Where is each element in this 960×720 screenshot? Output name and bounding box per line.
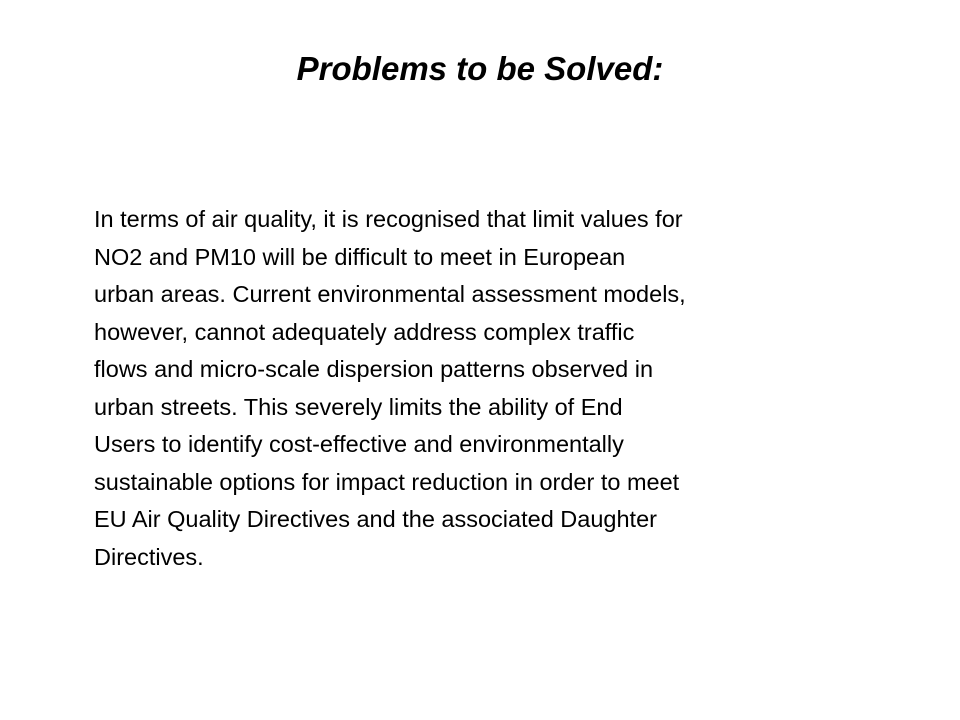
body-line: NO2 and PM10 will be difficult to meet in European (94, 243, 626, 270)
slide-body-paragraph (94, 201, 914, 576)
slide-title: Problems to be Solved: (296, 50, 664, 87)
body-line: Directives. (94, 543, 204, 570)
body-line: sustainable options for impact reduction in order to meet (94, 468, 680, 495)
body-line: In terms of air quality, it is recognised that limit values for (94, 206, 683, 232)
body-line: urban streets. This severely limits the ability of End (94, 393, 623, 420)
body-line: flows and micro-scale dispersion patterns observed in (94, 356, 654, 382)
body-line: Users to identify cost-effective and environmentally (94, 431, 624, 457)
body-line: EU Air Quality Directives and the associated Daughter (94, 506, 657, 532)
body-line: urban areas. Current environmental assessment models, (94, 281, 686, 307)
body-line: however, cannot adequately address complex traffic (94, 318, 635, 345)
